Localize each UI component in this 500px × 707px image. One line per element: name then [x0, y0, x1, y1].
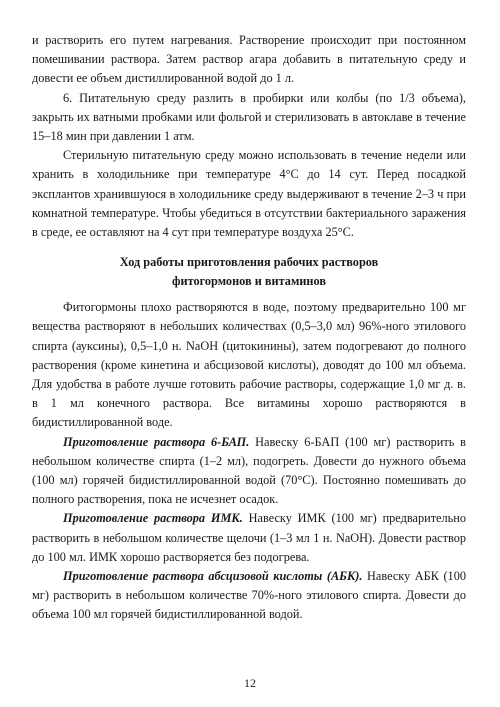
paragraph-agar: и растворить его путем нагревания. Растворение происходит при постоянном помешивании раствора. Затем раствор агара добавить в питательную среду и довести ее объем дистиллированной водой до 1 л.	[32, 33, 466, 86]
section-heading-line-2: фитогормонов и витаминов	[172, 274, 326, 289]
paragraph-aba	[32, 567, 466, 625]
page-number: 12	[244, 676, 256, 690]
bap-lead: Приготовление раствора 6-БАП.	[63, 434, 250, 449]
ima-lead: Приготовление раствора ИМК.	[63, 511, 243, 526]
section-heading-line-1: Ход работы приготовления рабочих растворов	[119, 255, 379, 270]
paragraph-ima	[32, 509, 466, 567]
paragraph-step-6: 6. Питательную среду разлить в пробирки или колбы (по 1/3 объема), закрыть их ватными пробками или фольгой и стерилизовать в автоклаве в течение 15–18 мин при давлении 1 атм.	[32, 90, 466, 144]
aba-lead: Приготовление раствора абсцизовой кислоты (АБК).	[63, 569, 363, 584]
section-heading	[32, 253, 466, 291]
paragraph-storage: Стерильную питательную среду можно использовать в течение недели или хранить в холодильнике при температуре 4°С до 14 сут. Перед посадкой эксплантов хранившуюся в холодильнике среду выдерживают в течение 2–3 ч при комнатной температуре. Чтобы убедиться в отсутствии бактериального заражения в среде, ее оставляют на 4 сут при температуре воздуха 25°С.	[32, 148, 466, 240]
paragraph-phytohormones: Фитогормоны плохо растворяются в воде, поэтому предварительно 100 мг вещества растворяют в небольших количествах (0,5–3,0 мл) 96%-ного этилового спирта (ауксины), 0,5–1,0 н. NaOH (цитокинины), затем подогревают до полного растворения (кроме кинетина и абсцизовой кислоты), доводят до 100 мл объема. Для удобства в работе лучше готовить рабочие растворы, содержащие 1,0 мг д. в. в 1 мл конечного раствора. Все витамины хорошо растворяются в бидистиллированной воде.	[32, 300, 466, 430]
ima-text: Навеску ИМК (100 мг) предварительно растворить в небольшом количестве щелочи (1–3 мл 1 н. NaOH). Довести раствор до 100 мл. ИМК хорошо растворяется без подогрева.	[32, 511, 466, 564]
paragraph-bap	[32, 433, 466, 510]
bap-text: Навеску 6-БАП (100 мг) растворить в небольшом количестве спирта (1–2 мл), подогреть. Довести до нужного объема (100 мл) горячей бидистиллированной водой (70°С). Постоянно помешивать до полного растворения, пока не исчезнет осадок.	[32, 434, 466, 507]
aba-text: Навеску АБК (100 мг) растворить в небольшом количестве 70%-ного этилового спирта. Довести до объема 100 мл горячей бидистиллированной водой.	[32, 569, 466, 622]
